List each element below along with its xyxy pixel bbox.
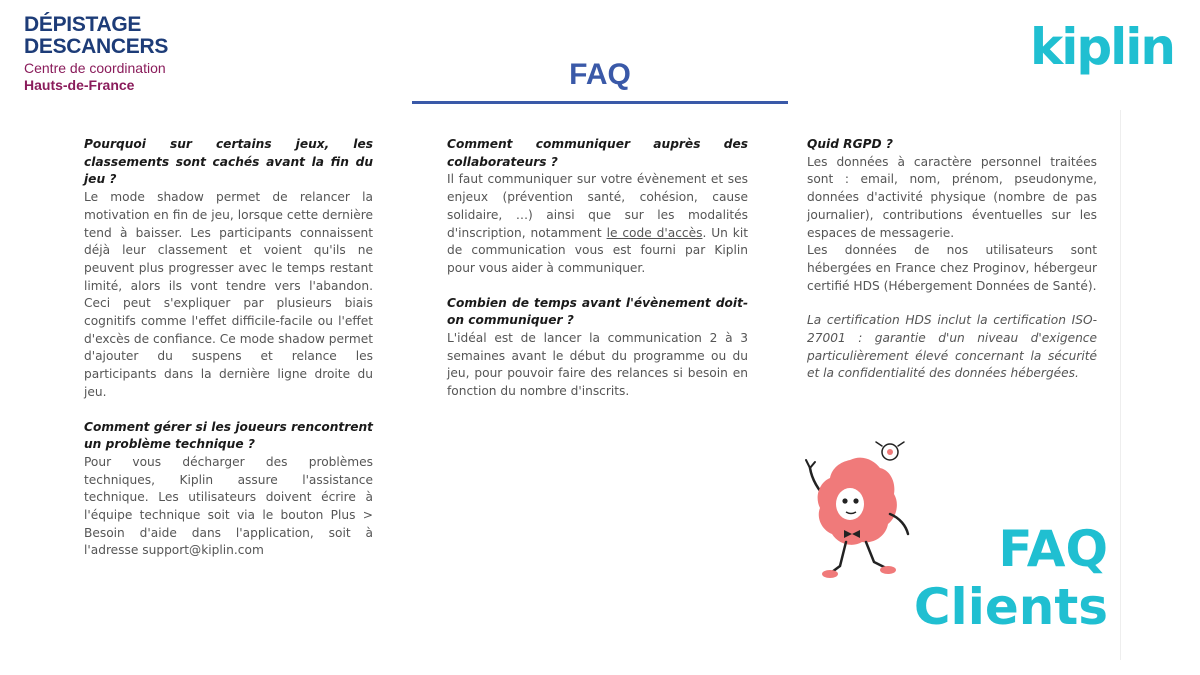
question-shadow-mode: Pourquoi sur certains jeux, les classements sont cachés avant la fin du jeu ? [84, 137, 373, 187]
faq-column-1 [84, 136, 373, 560]
logo-line-2: DESCANCERS [24, 35, 169, 58]
question-timing: Combien de temps avant l'évènement doit-on communiquer ? [447, 295, 748, 328]
faq-clients-line2: Clients [913, 578, 1108, 636]
answer-communicate-part2: . Un kit de communication vous est fourni par Kiplin pour vous aider à communiquer. [447, 225, 748, 275]
right-divider [1120, 110, 1121, 660]
answer-communicate-part1: Il faut communiquer sur votre évènement et ses enjeux (prévention santé, cohésion, cause solidaire, …) ainsi que sur les modalités d'inscription, notamment [447, 172, 748, 240]
question-rgpd: Quid RGPD ? [807, 137, 893, 151]
faq-clients-badge [888, 520, 1108, 636]
kiplin-logo-text: kiplin [1029, 18, 1174, 76]
answer-technical-problem: Pour vous décharger des problèmes techniques, Kiplin assure l'assistance technique. Les utilisateurs doivent écrire à l'équipe technique soit via le bouton Plus > Besoin d'aide dans l'application, soit à l'adresse support@kiplin.com [84, 454, 373, 558]
answer-timing: L'idéal est de lancer la communication 2 à 3 semaines avant le début du programme ou du jeu, pour pouvoir faire des relances si besoin en fonction du nombre d'inscrits. [447, 331, 748, 399]
answer-communicate [447, 171, 748, 277]
depistage-logo [24, 14, 168, 92]
access-code-link: le code d'accès [606, 225, 703, 240]
page-title: FAQ [569, 58, 631, 91]
question-communicate: Comment communiquer auprès des collaborateurs ? [447, 137, 748, 169]
logo-line-3: Centre de coordination [24, 60, 166, 76]
faq-column-2 [447, 136, 748, 401]
kiplin-logo [1029, 18, 1174, 76]
title-underline [412, 101, 788, 104]
answer-shadow-mode: Le mode shadow permet de relancer la motivation en fin de jeu, lorsque cette dernière tend à baisser. Les participants connaissent déjà leur classement et voient qu'ils ne peuvent plus progresser avec le temps restant limité, alors ils vont tendre vers l'abandon. Ceci peut s'expliquer par plusieurs biais cognitifs comme l'effet difficile-facile ou l'effet d'excès de confiance. Ce mode shadow permet d'ajouter du suspens et relance les participants dans la dernière ligne droite du jeu. [84, 190, 373, 399]
answer-rgpd-hosting: Les données de nos utilisateurs sont hébergées en France chez Proginov, hébergeur certifié HDS (Hébergement Données de Santé). [807, 243, 1097, 293]
logo-line-1: DÉPISTAGE [24, 13, 142, 36]
faq-clients-line1: FAQ [998, 520, 1108, 578]
question-technical-problem: Comment gérer si les joueurs rencontrent un problème technique ? [84, 419, 373, 452]
answer-rgpd-data: Les données à caractère personnel traitées sont : email, nom, prénom, pseudonyme, données d'activité physique (nombre de pas journalier), contributions éventuelles sur les espaces de messagerie. [807, 154, 1097, 240]
logo-line-4: Hauts-de-France [24, 77, 135, 93]
faq-column-3 [807, 136, 1097, 383]
hds-certification-note: La certification HDS inclut la certification ISO-27001 : garantie d'un niveau d'exigence particulièrement élevé concernant la sécurité et la confidentialité des données hébergées. [807, 313, 1097, 381]
